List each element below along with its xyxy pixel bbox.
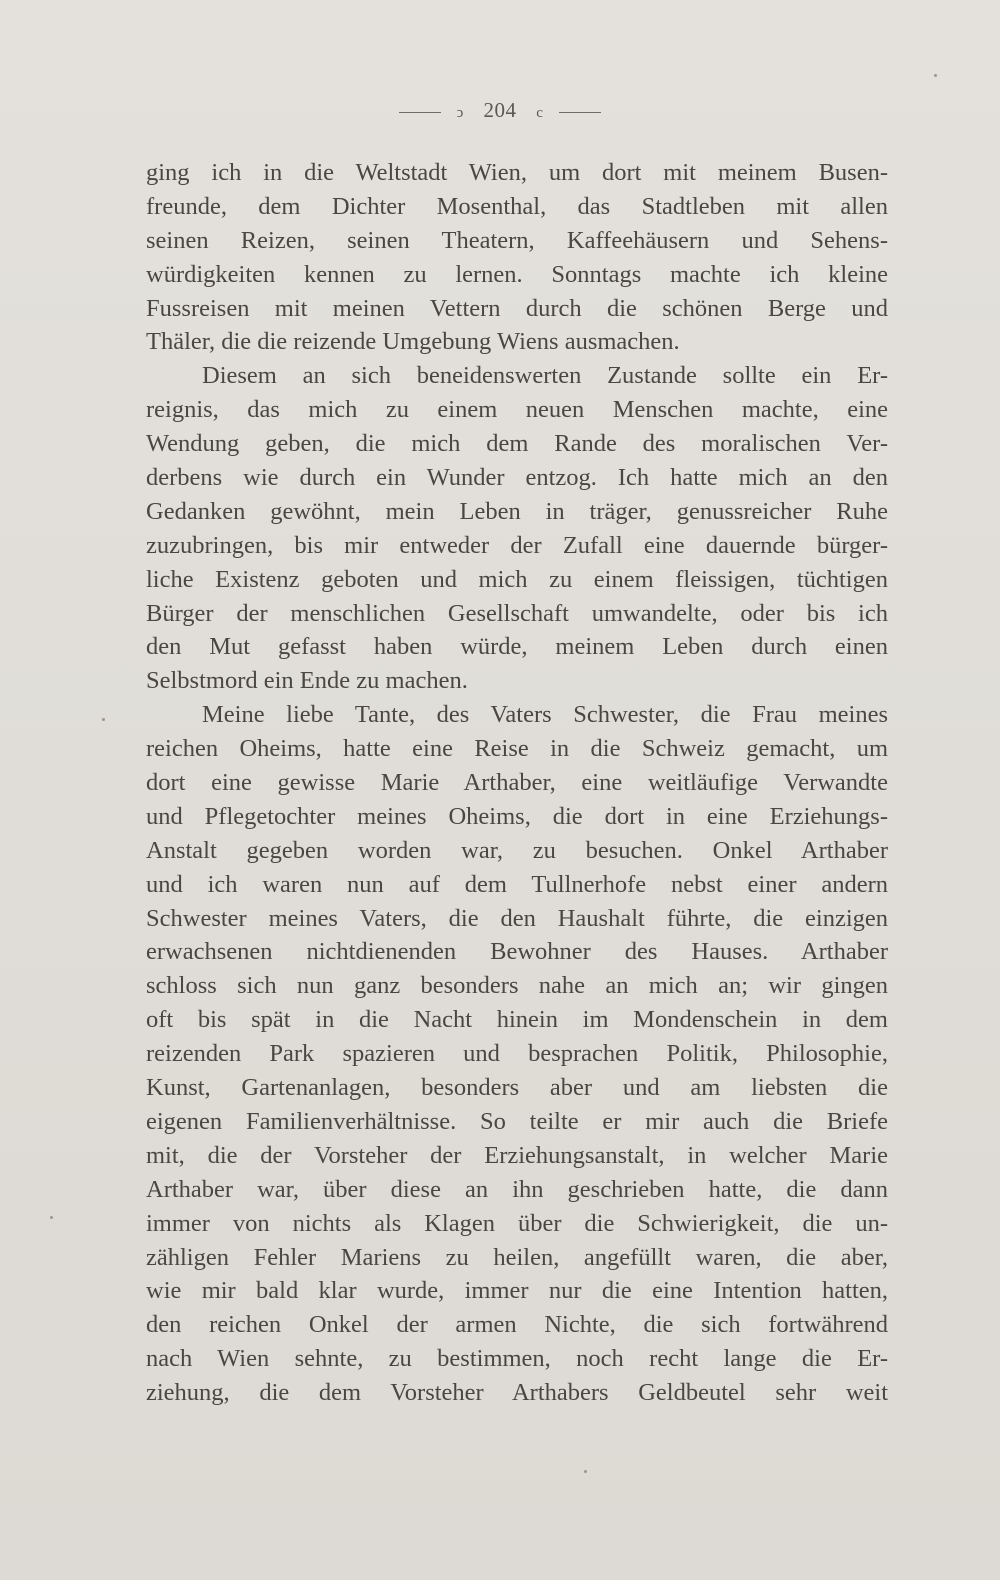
text-line: Anstalt gegeben worden war, zu besuchen. Onkel Arthaber (146, 836, 888, 864)
text-line: erwachsenen nichtdienenden Bewohner des Hauses. Arthaber (146, 938, 888, 966)
text-line: Schwester meines Vaters, die den Haushalt führte, die einzigen (146, 904, 888, 932)
text-line: Selbstmord ein Ende zu machen. (146, 667, 468, 695)
text-line: schloss sich nun ganz besonders nahe an mich an; wir gingen (146, 972, 888, 1000)
text-line: zähligen Fehler Mariens zu heilen, angefüllt waren, die aber, (146, 1243, 888, 1271)
text-line: den reichen Onkel der armen Nichte, die sich fortwährend (146, 1311, 888, 1339)
text-line: würdigkeiten kennen zu lernen. Sonntags machte ich kleine (146, 260, 888, 288)
text-line: und ich waren nun auf dem Tullnerhofe nebst einer andern (146, 870, 888, 898)
text-line: Gedanken gewöhnt, mein Leben in träger, genussreicher Ruhe (146, 497, 888, 525)
text-line: Thäler, die die reizende Umgebung Wiens ausmachen. (146, 328, 680, 356)
text-line: ziehung, die dem Vorsteher Arthabers Geldbeutel sehr weit (146, 1379, 888, 1407)
text-line: derbens wie durch ein Wunder entzog. Ich hatte mich an den (146, 464, 888, 492)
text-line: immer von nichts als Klagen über die Schwierigkeit, die un- (146, 1209, 888, 1237)
text-line: wie mir bald klar wurde, immer nur die eine Intention hatten, (146, 1277, 888, 1305)
text-line: Arthaber war, über diese an ihn geschrieben hatte, die dann (146, 1175, 888, 1203)
text-line: Diesem an sich beneidenswerten Zustande sollte ein Er- (202, 362, 888, 390)
paper-speck (584, 1470, 587, 1473)
header-ornament-left: ↄ (456, 105, 464, 121)
text-line: oft bis spät in die Nacht hinein im Mondenschein in dem (146, 1006, 888, 1034)
text-line: seinen Reizen, seinen Theatern, Kaffeehäusern und Sehens- (146, 226, 888, 254)
paper-speck (934, 74, 937, 77)
text-line: Fussreisen mit meinen Vettern durch die schönen Berge und (146, 294, 888, 322)
text-line: und Pflegetochter meines Oheims, die dort in eine Erziehungs- (146, 802, 888, 830)
page-number: 204 (483, 98, 517, 122)
paper-speck (50, 1216, 53, 1219)
header-ornament-right: c (536, 105, 544, 121)
text-line: reichen Oheims, hatte eine Reise in die Schweiz gemacht, um (146, 735, 888, 763)
text-line: Bürger der menschlichen Gesellschaft umwandelte, oder bis ich (146, 599, 888, 627)
text-line: den Mut gefasst haben würde, meinem Leben durch einen (146, 633, 888, 661)
body-text (146, 156, 888, 1410)
text-line: reizenden Park spazieren und besprachen Politik, Philosophie, (146, 1040, 888, 1068)
text-line: zuzubringen, bis mir entweder der Zufall eine dauernde bürger- (146, 531, 888, 559)
text-line: Kunst, Gartenanlagen, besonders aber und am liebsten die (146, 1074, 888, 1102)
paper-speck (102, 718, 105, 721)
text-line: Wendung geben, die mich dem Rande des moralischen Ver- (146, 430, 888, 458)
text-line: Meine liebe Tante, des Vaters Schwester, die Frau meines (202, 701, 888, 729)
text-line: ging ich in die Weltstadt Wien, um dort mit meinem Busen- (146, 159, 888, 186)
text-line: freunde, dem Dichter Mosenthal, das Stadtleben mit allen (146, 192, 888, 220)
running-header (0, 98, 1000, 123)
header-rule-right (559, 112, 601, 113)
text-line: nach Wien sehnte, zu bestimmen, noch recht lange die Er- (146, 1345, 888, 1373)
text-line: reignis, das mich zu einem neuen Menschen machte, eine (146, 396, 888, 424)
header-rule-left (399, 112, 441, 113)
text-line: eigenen Familienverhältnisse. So teilte er mir auch die Briefe (146, 1107, 888, 1135)
text-line: liche Existenz geboten und mich zu einem fleissigen, tüchtigen (146, 565, 888, 593)
text-line: mit, die der Vorsteher der Erziehungsanstalt, in welcher Marie (146, 1141, 888, 1169)
text-line: dort eine gewisse Marie Arthaber, eine weitläufige Verwandte (146, 769, 888, 797)
